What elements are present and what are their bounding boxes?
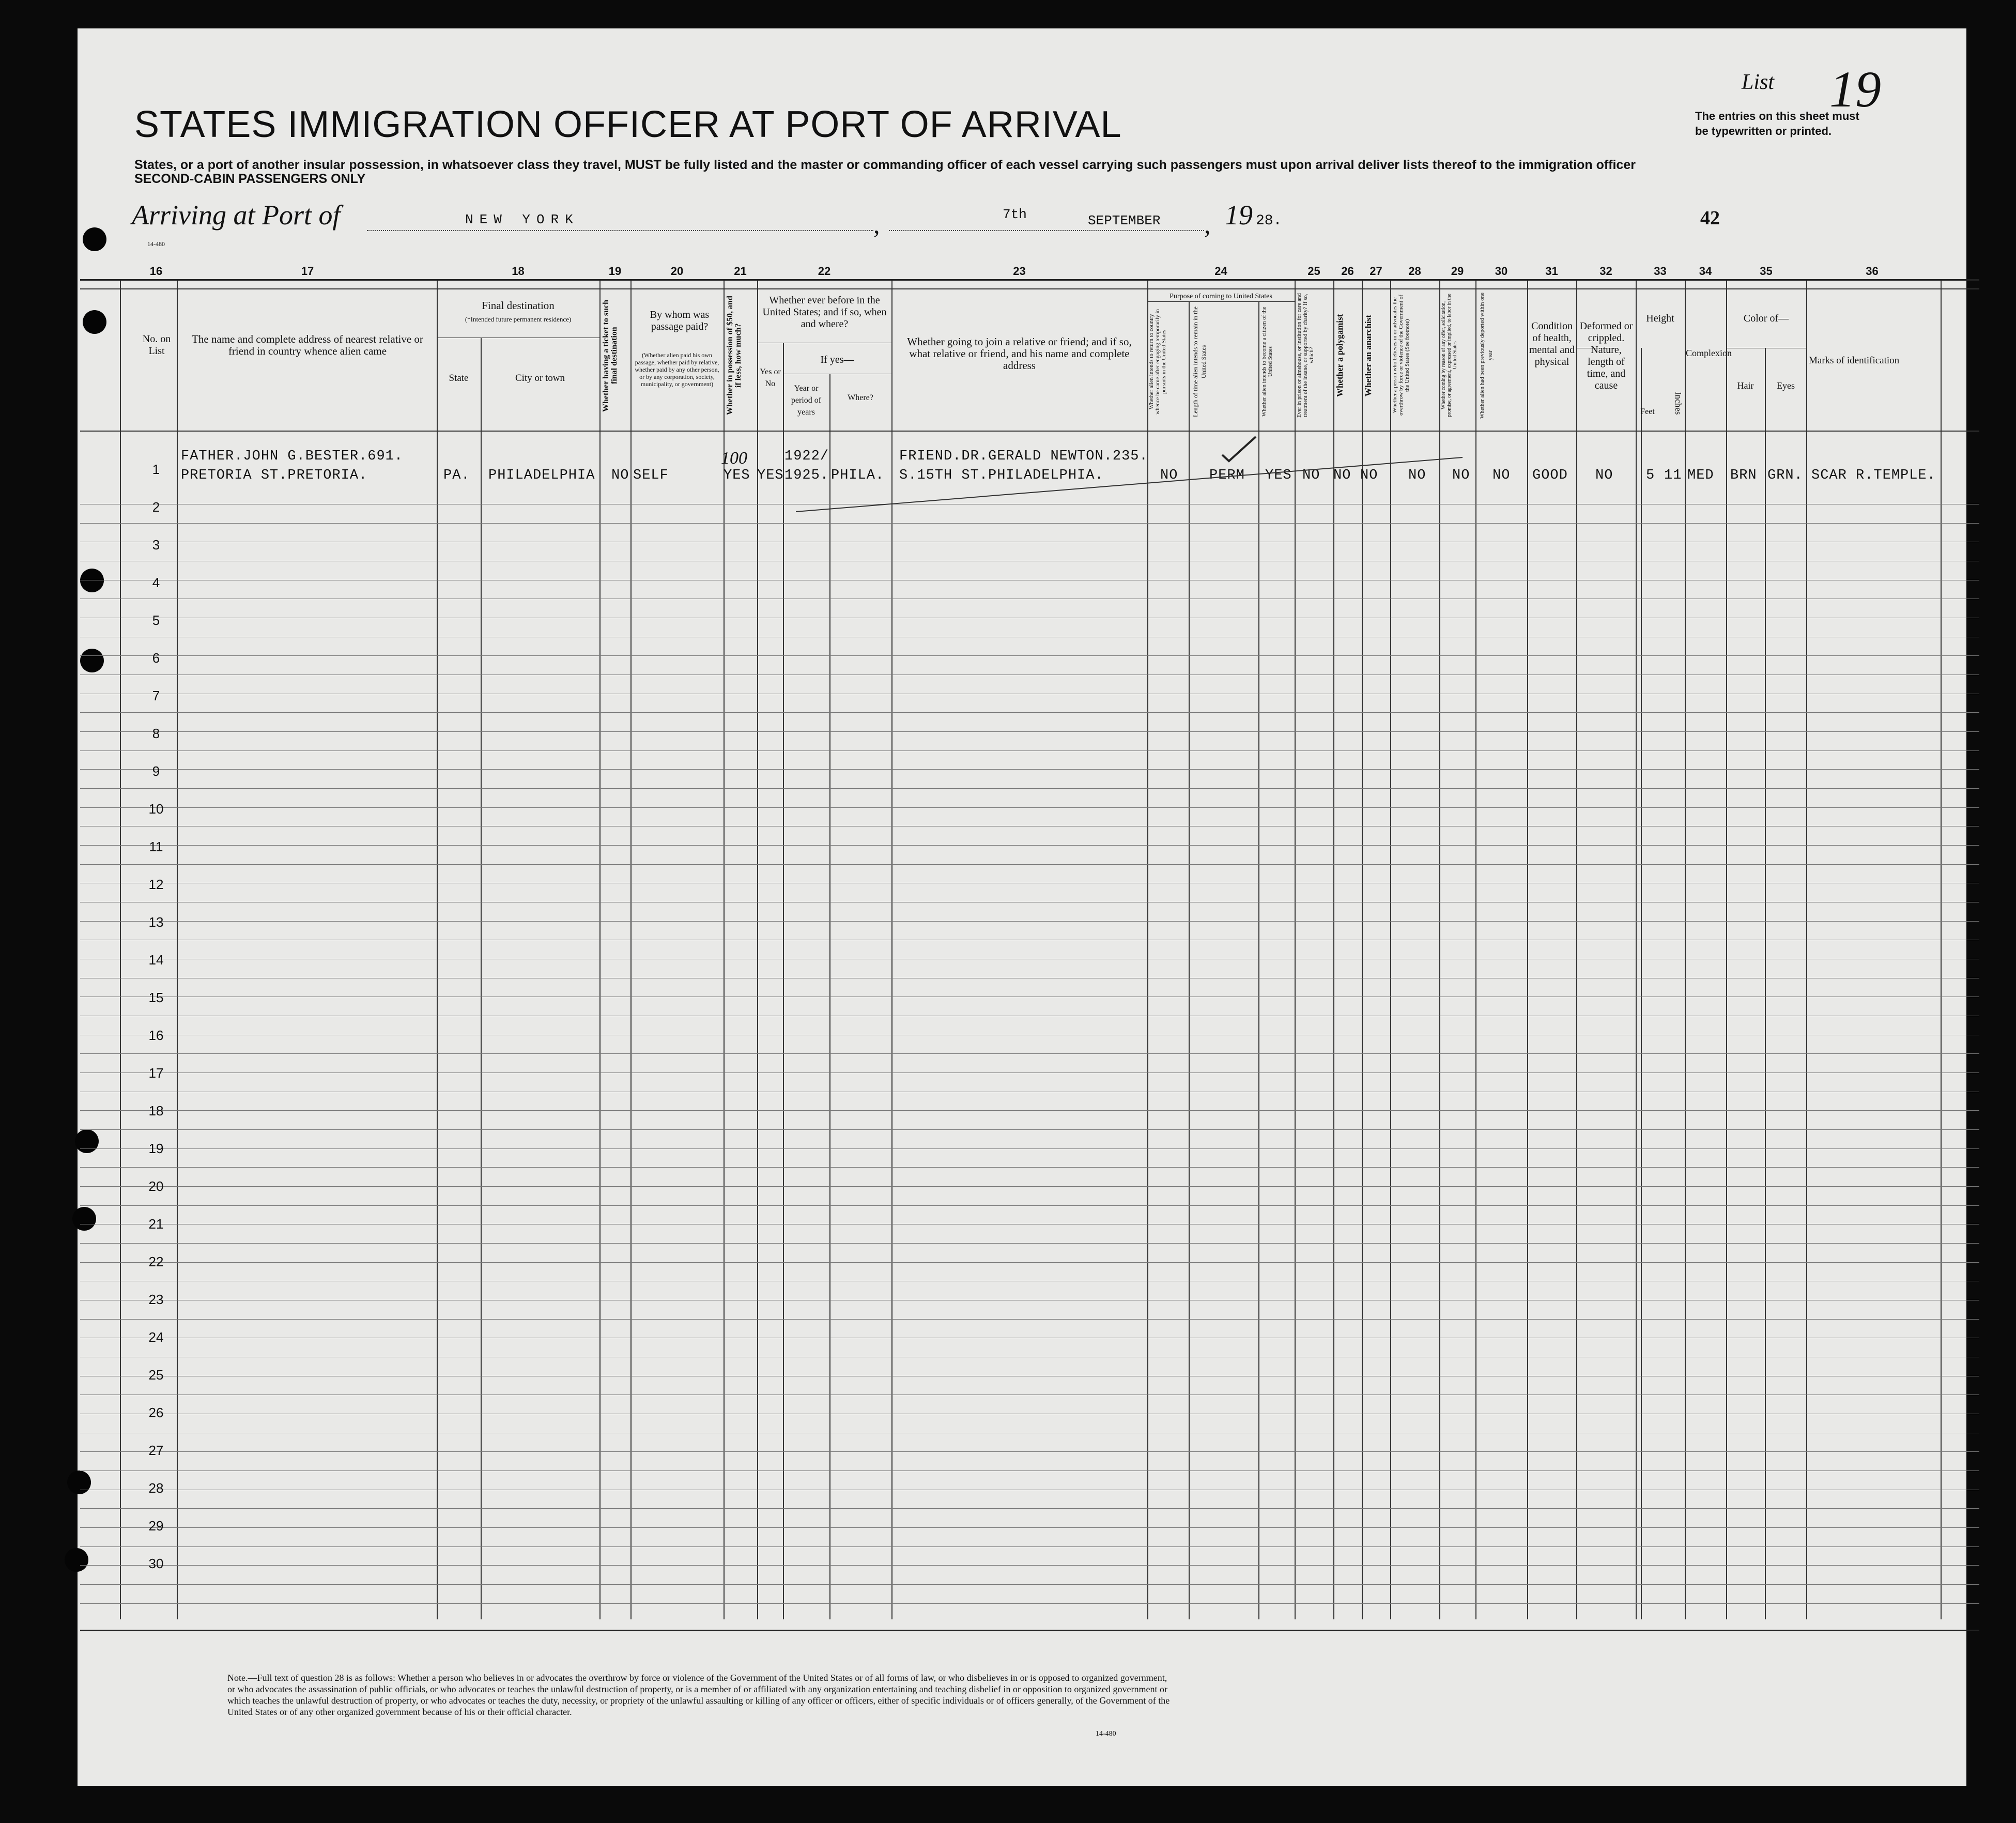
destination-city: PHILADELPHIA [488, 468, 595, 483]
col-num-34: 34 [1699, 265, 1712, 278]
row-number: 17 [148, 1065, 164, 1081]
header-years: Year or period of years [791, 384, 822, 417]
height-inches-value: 11 [1664, 468, 1682, 483]
overthrow-value: NO [1408, 468, 1426, 483]
header-where: Where? [848, 393, 873, 402]
complexion-value: MED [1687, 468, 1714, 483]
row-number: 27 [148, 1443, 164, 1458]
row-number: 6 [152, 650, 160, 666]
money-value: YES [724, 468, 750, 483]
header-final-destination-note: (*Intended future permanent residence) [465, 315, 572, 323]
form-subtitle: States, or a port of another insular possession, in whatsoever class they travel, MUST be fully listed and the master or commanding officer of each vessel carrying such passengers must upon arrival deliver lists thereof to the immigration officer [134, 158, 1636, 172]
header-ticket: Whether having a ticket to such final destination [602, 299, 619, 412]
col-num-25: 25 [1307, 265, 1320, 278]
passage-paid-by: SELF [633, 468, 669, 483]
row-number: 24 [148, 1329, 164, 1345]
col-num-29: 29 [1451, 265, 1464, 278]
row-number: 30 [148, 1556, 164, 1571]
length-stay-value: PERM [1209, 468, 1245, 483]
row-number: 20 [148, 1178, 164, 1194]
row-number: 12 [148, 877, 164, 892]
row-number: 5 [152, 612, 160, 628]
eyes-value: GRN. [1767, 468, 1803, 483]
join-relative-line2: S.15TH ST.PHILADELPHIA. [899, 468, 1104, 483]
col-num-23: 23 [1013, 265, 1026, 278]
year-prefix: 19 [1225, 200, 1253, 231]
col-num-30: 30 [1495, 265, 1508, 278]
col-num-19: 19 [608, 265, 622, 278]
where-value: PHILA. [831, 468, 885, 483]
header-anarchist: Whether an anarchist [1363, 314, 1373, 396]
header-citizen-intent: Whether alien intends to become a citizen of the United States [1261, 307, 1273, 417]
row-number: 23 [148, 1292, 164, 1307]
header-before-in-us: Whether ever before in the United States; and if so, when and where? [762, 295, 887, 330]
header-if-yes: If yes— [820, 354, 854, 365]
header-passage-note: (Whether alien paid his own passage, whether paid by relative, whether paid by any other person, or by any corporation, society, municipality, or government) [635, 351, 719, 388]
row-number: 2 [152, 499, 160, 515]
row-number: 9 [152, 763, 160, 779]
prison-value: NO [1302, 468, 1320, 483]
col-num-18: 18 [512, 265, 525, 278]
row-number: 7 [152, 688, 160, 703]
relative-address-line2: PRETORIA ST.PRETORIA. [181, 468, 368, 483]
anarchist-value: NO [1360, 468, 1378, 483]
col-num-26: 26 [1341, 265, 1354, 278]
years-line2: 1925. [784, 468, 829, 483]
header-polygamist: Whether a polygamist [1335, 314, 1345, 397]
destination-state: PA. [443, 468, 470, 483]
header-relative: The name and complete address of nearest relative or friend in country whence alien came [192, 333, 423, 357]
row-number: 19 [148, 1141, 164, 1156]
row-number: 8 [152, 726, 160, 741]
deported-value: NO [1492, 468, 1511, 483]
header-feet: Feet [1640, 407, 1655, 416]
header-deported: Whether alien had been previously deported within one year [1479, 292, 1494, 419]
header-yes-no: Yes or No [760, 367, 781, 388]
row-number: 16 [148, 1028, 164, 1043]
col-num-16: 16 [149, 265, 163, 278]
header-eyes: Eyes [1777, 380, 1795, 391]
header-length-stay: Length of time alien intends to remain in the United States [1192, 307, 1207, 417]
col-num-27: 27 [1369, 265, 1382, 278]
hair-value: BRN [1730, 468, 1757, 483]
header-money: Whether in possession of $50, and if less, how much? [726, 296, 743, 416]
years-line1: 1922/ [784, 449, 829, 464]
header-inches: Inches [1673, 391, 1683, 415]
col-num-28: 28 [1408, 265, 1421, 278]
arriving-label: Arriving at Port of [132, 200, 341, 231]
header-return-intent: Whether alien intends to return to country whence he came after engaging temporarily in pursuits in the United States [1148, 309, 1167, 415]
labor-offer-value: NO [1452, 468, 1470, 483]
row-number: 4 [152, 575, 160, 590]
row-number: 11 [149, 839, 163, 854]
row-number: 18 [148, 1103, 164, 1119]
polygamist-value: NO [1333, 468, 1351, 483]
relative-address-line1: FATHER.JOHN G.BESTER.691. [181, 449, 404, 464]
before-in-us-value: YES [757, 468, 784, 483]
punch-hole [83, 227, 106, 251]
form-title: STATES IMMIGRATION OFFICER AT PORT OF ARRIVAL [134, 104, 1122, 145]
row-number: 14 [148, 952, 164, 968]
money-amount-handwritten: 100 [721, 449, 747, 468]
col-num-32: 32 [1599, 265, 1612, 278]
return-intent-value: NO [1160, 468, 1178, 483]
row-number: 25 [148, 1367, 164, 1383]
header-complexion: Complexion [1686, 348, 1732, 358]
header-no-on-list: No. on List [142, 333, 171, 357]
header-join-relative: Whether going to join a relative or friend; and if so, what relative or friend, and his name and complete address [907, 335, 1132, 372]
header-height: Height [1646, 313, 1674, 324]
list-label: List [1742, 70, 1775, 94]
sheet-number: 42 [1700, 207, 1720, 229]
row-number: 10 [148, 801, 164, 817]
header-purpose: Purpose of coming to United States [1169, 293, 1272, 300]
height-feet-value: 5 [1646, 468, 1655, 483]
col-num-36: 36 [1866, 265, 1879, 278]
row-number: 21 [148, 1216, 164, 1232]
join-relative-line1: FRIEND.DR.GERALD NEWTON.235. [899, 449, 1148, 464]
row-number: 22 [148, 1254, 164, 1269]
deformed-value: NO [1595, 468, 1613, 483]
header-state: State [449, 373, 469, 384]
row-number: 28 [148, 1480, 164, 1496]
marks-value: SCAR R.TEMPLE. [1811, 468, 1936, 483]
col-num-24: 24 [1214, 265, 1227, 278]
header-deformed: Deformed or crippled. Nature, length of time, and cause [1579, 320, 1633, 391]
header-marks: Marks of identification [1809, 355, 1900, 366]
ticket-value: NO [611, 468, 629, 483]
header-color-of: Color of— [1743, 313, 1789, 324]
row-number: 1 [152, 462, 160, 477]
row-number: 3 [152, 537, 160, 553]
header-overthrow: Whether a person who believes in or advocates the overthrow by force or violence of the Government of the United States (See footnote) [1392, 295, 1410, 416]
passenger-class: SECOND-CABIN PASSENGERS ONLY [134, 172, 366, 186]
port-of-arrival: NEW YORK [465, 212, 579, 227]
row-number: 29 [148, 1518, 164, 1534]
col-num-20: 20 [670, 265, 684, 278]
col-num-31: 31 [1545, 265, 1558, 278]
form-code-bottom: 14-480 [1096, 1730, 1116, 1738]
col-num-22: 22 [818, 265, 831, 278]
col-num-33: 33 [1654, 265, 1667, 278]
citizen-intent-value: YES [1265, 468, 1292, 483]
year-suffix: 28. [1256, 213, 1282, 229]
footnote-question-28: Note.—Full text of question 28 is as follows: Whether a person who believes in or advocates the overthrow by force or violence of the Government of the United States or of all forms of law, or who disbelieves in or is opposed to organized government, or who advocates the assassination of public officials, or who advocates or teaches the unlawful destruction of property, or is a member of or affiliated with any organization entertaining and teaching disbelief in or opposition to organized government or which teaches the unlawful destruction of property, or who advocates or teaches the duty, necessity, or propriety of the unlawful assaulting or killing of any officer or officers, either of specific individuals or of officers generally, of the Government of the United States or of any other organized government because of his or their official character. [227, 1673, 1170, 1717]
entries-note: The entries on this sheet must be typewritten or printed. [1695, 110, 1859, 137]
col-num-35: 35 [1760, 265, 1773, 278]
row-number: 15 [148, 990, 164, 1005]
header-city: City or town [515, 373, 565, 384]
header-prison: Ever in prison or almshouse, or institution for care and treatment of the insane, or supported by charity? If so, which? [1296, 293, 1315, 418]
list-number: 19 [1829, 60, 1881, 118]
header-health: Condition of health, mental and physical [1529, 320, 1575, 367]
header-hair: Hair [1737, 380, 1754, 391]
header-final-destination: Final destination [482, 299, 555, 312]
arrival-day: 7th [1003, 207, 1027, 222]
col-num-21: 21 [734, 265, 747, 278]
row-number: 26 [148, 1405, 164, 1420]
form-code-top: 14-480 [147, 240, 165, 248]
header-passage-paid: By whom was passage paid? [650, 309, 710, 332]
health-value: GOOD [1532, 468, 1568, 483]
row-number: 13 [148, 914, 164, 930]
header-labor-offer: Whether coming by reason of any offer, solicitation, promise, or agreement, expressed or implied, to labor in the United States [1441, 294, 1458, 417]
arrival-month: SEPTEMBER [1088, 213, 1161, 228]
handwritten-stroke [796, 455, 1468, 517]
col-num-17: 17 [301, 265, 314, 278]
